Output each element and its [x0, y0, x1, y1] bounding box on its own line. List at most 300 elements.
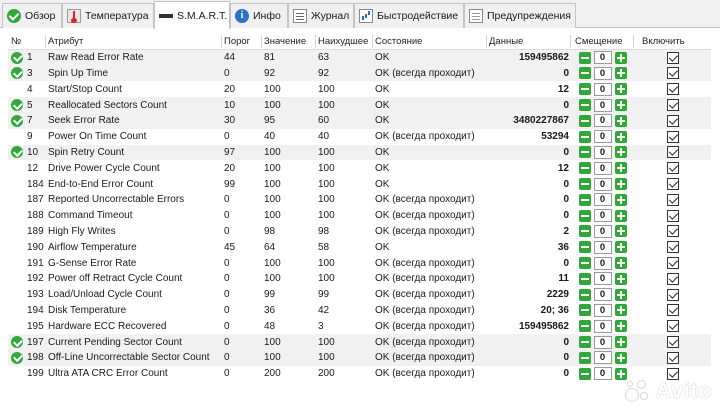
offset-input[interactable]: 0 [594, 320, 612, 333]
status-text: OK (всегда проходит) [375, 273, 475, 285]
offset-input[interactable]: 0 [594, 114, 612, 127]
offset-stepper [571, 113, 634, 129]
increment-plus-icon[interactable] [615, 210, 627, 222]
threshold-value: 0 [224, 273, 230, 285]
worst-value: 100 [318, 352, 335, 364]
offset-stepper [571, 224, 634, 240]
attribute-id: 199 [27, 368, 44, 380]
current-value: 100 [264, 194, 281, 206]
threshold-value: 20 [224, 83, 236, 95]
offset-input[interactable]: 0 [594, 99, 612, 112]
table-row[interactable] [8, 176, 711, 192]
status-text: OK (всегда проходит) [375, 225, 475, 237]
decrement-minus-icon[interactable] [579, 289, 591, 301]
warnings-icon [469, 9, 483, 23]
threshold-value: 0 [224, 210, 230, 222]
raw-data-value: 11 [558, 273, 569, 285]
watermark-text: Avito [655, 378, 712, 403]
worst-value: 58 [318, 241, 330, 253]
offset-input[interactable]: 0 [594, 51, 612, 64]
status-text: OK [375, 99, 390, 111]
status-text: OK [375, 178, 390, 190]
enable-checkbox[interactable] [667, 257, 679, 269]
tab-log[interactable] [288, 3, 354, 28]
attribute-name: Raw Read Error Rate [48, 52, 144, 64]
current-value: 81 [264, 52, 276, 64]
enable-checkbox[interactable] [667, 336, 679, 348]
offset-stepper [571, 334, 634, 350]
threshold-value: 0 [224, 225, 230, 237]
attribute-id: 1 [27, 52, 33, 64]
worst-value: 63 [318, 52, 330, 64]
worst-value: 100 [318, 194, 335, 206]
enable-checkbox[interactable] [667, 131, 679, 143]
current-value: 100 [264, 336, 281, 348]
table-row[interactable] [8, 66, 711, 82]
offset-stepper [571, 50, 634, 66]
worst-value: 100 [318, 336, 335, 348]
attribute-id: 4 [27, 83, 33, 95]
raw-data-value: 12 [557, 162, 569, 174]
current-value: 64 [264, 241, 276, 253]
attribute-id: 3 [27, 67, 33, 79]
table-row[interactable] [8, 255, 711, 271]
decrement-minus-icon[interactable] [579, 352, 591, 364]
current-value: 100 [264, 352, 281, 364]
table-row[interactable] [8, 303, 711, 319]
offset-input[interactable]: 0 [594, 225, 612, 238]
offset-input[interactable]: 0 [594, 67, 612, 80]
offset-stepper [571, 145, 634, 161]
current-value: 48 [264, 320, 276, 332]
status-text: OK [375, 115, 390, 127]
raw-data-value: 36 [557, 241, 569, 253]
status-text: OK (всегда проходит) [375, 304, 475, 316]
status-text: OK [375, 241, 390, 253]
offset-stepper [571, 176, 634, 192]
current-value: 95 [264, 115, 276, 127]
tab-overview[interactable] [2, 3, 62, 28]
worst-value: 40 [318, 131, 330, 143]
increment-plus-icon[interactable] [615, 99, 627, 111]
table-row[interactable] [8, 160, 711, 176]
offset-stepper [571, 239, 634, 255]
decrement-minus-icon[interactable] [579, 115, 591, 127]
table-row[interactable] [8, 145, 711, 161]
raw-data-value: 0 [563, 210, 569, 222]
table-row[interactable] [8, 287, 711, 303]
check-circle-icon [7, 9, 21, 23]
status-ok-icon [11, 336, 23, 348]
decrement-minus-icon[interactable] [579, 368, 591, 380]
column-header-status[interactable]: Состояние [375, 35, 423, 47]
threshold-value: 0 [224, 67, 230, 79]
decrement-minus-icon[interactable] [579, 52, 591, 64]
table-row[interactable] [8, 350, 711, 366]
threshold-value: 99 [224, 178, 236, 190]
decrement-minus-icon[interactable] [579, 210, 591, 222]
current-value: 100 [264, 273, 281, 285]
raw-data-value: 53294 [541, 131, 569, 143]
column-header-value[interactable]: Значение [264, 35, 307, 47]
offset-input[interactable]: 0 [594, 178, 612, 191]
attribute-name: Load/Unload Cycle Count [48, 289, 162, 301]
avito-watermark [625, 378, 712, 404]
table-row[interactable] [8, 271, 711, 287]
threshold-value: 30 [224, 115, 236, 127]
column-header-data[interactable]: Данные [489, 35, 524, 47]
attribute-id: 190 [27, 241, 44, 253]
raw-data-value: 0 [563, 352, 569, 364]
offset-input[interactable]: 0 [594, 162, 612, 175]
threshold-value: 44 [224, 52, 236, 64]
enable-checkbox[interactable] [667, 83, 679, 95]
attribute-id: 188 [27, 210, 44, 222]
offset-stepper [571, 255, 634, 271]
increment-plus-icon[interactable] [615, 67, 627, 79]
decrement-minus-icon[interactable] [579, 273, 591, 285]
tab-label: Температура [85, 10, 149, 22]
current-value: 100 [264, 146, 281, 158]
offset-stepper [571, 160, 634, 176]
raw-data-value: 0 [563, 368, 569, 380]
raw-data-value: 0 [563, 336, 569, 348]
worst-value: 99 [318, 289, 330, 301]
status-text: OK (всегда проходит) [375, 368, 475, 380]
enable-checkbox[interactable] [667, 162, 679, 174]
worst-value: 42 [318, 304, 330, 316]
increment-plus-icon[interactable] [615, 352, 627, 364]
offset-stepper [571, 97, 634, 113]
attribute-id: 197 [27, 336, 44, 348]
raw-data-value: 159495862 [518, 52, 569, 64]
enable-checkbox[interactable] [667, 194, 679, 206]
enable-checkbox[interactable] [667, 289, 679, 301]
status-text: OK (всегда проходит) [375, 352, 475, 364]
offset-stepper [571, 208, 634, 224]
attribute-name: Command Timeout [48, 210, 133, 222]
table-row[interactable] [8, 318, 711, 334]
status-ok-icon [11, 352, 23, 364]
worst-value: 100 [318, 83, 335, 95]
offset-input[interactable]: 0 [594, 83, 612, 96]
status-text: OK [375, 162, 390, 174]
worst-value: 98 [318, 225, 330, 237]
threshold-value: 0 [224, 320, 230, 332]
attribute-id: 195 [27, 320, 44, 332]
attribute-id: 12 [27, 162, 39, 174]
table-row[interactable] [8, 97, 711, 113]
current-value: 100 [264, 99, 281, 111]
attribute-id: 5 [27, 99, 33, 111]
status-text: OK [375, 146, 390, 158]
attribute-name: Off-Line Uncorrectable Sector Count [48, 352, 210, 364]
offset-stepper [571, 192, 634, 208]
attribute-name: Drive Power Cycle Count [48, 162, 160, 174]
attribute-id: 184 [27, 178, 44, 190]
table-row[interactable] [8, 224, 711, 240]
increment-plus-icon[interactable] [615, 178, 627, 190]
tab-temperature[interactable] [62, 3, 154, 28]
column-header-attribute[interactable]: Атрибут [48, 35, 84, 47]
offset-input[interactable]: 0 [594, 209, 612, 222]
offset-input[interactable]: 0 [594, 241, 612, 254]
worst-value: 3 [318, 320, 324, 332]
table-row[interactable] [8, 129, 711, 145]
offset-input[interactable]: 0 [594, 130, 612, 143]
log-icon [293, 9, 307, 23]
attribute-name: Power On Time Count [48, 131, 147, 143]
enable-checkbox[interactable] [667, 146, 679, 158]
enable-checkbox[interactable] [667, 67, 679, 79]
decrement-minus-icon[interactable] [579, 178, 591, 190]
attribute-name: G-Sense Error Rate [48, 257, 137, 269]
decrement-minus-icon[interactable] [579, 304, 591, 316]
increment-plus-icon[interactable] [615, 289, 627, 301]
threshold-value: 0 [224, 304, 230, 316]
current-value: 98 [264, 225, 276, 237]
thermometer-icon [67, 9, 81, 23]
status-text: OK [375, 83, 390, 95]
threshold-value: 0 [224, 257, 230, 269]
threshold-value: 10 [224, 99, 236, 111]
status-text: OK (всегда проходит) [375, 336, 475, 348]
raw-data-value: 0 [563, 67, 569, 79]
decrement-minus-icon[interactable] [579, 194, 591, 206]
attribute-id: 7 [27, 115, 33, 127]
enable-checkbox[interactable] [667, 210, 679, 222]
offset-input[interactable]: 0 [594, 146, 612, 159]
attribute-name: Seek Error Rate [48, 115, 120, 127]
status-ok-icon [11, 146, 23, 158]
table-header [8, 34, 711, 50]
increment-plus-icon[interactable] [615, 320, 627, 332]
current-value: 100 [264, 257, 281, 269]
attribute-name: Spin Retry Count [48, 146, 125, 158]
tab-info[interactable] [230, 3, 288, 28]
raw-data-value: 20; 36 [540, 304, 569, 316]
decrement-minus-icon[interactable] [579, 131, 591, 143]
status-text: OK (всегда проходит) [375, 67, 475, 79]
tab-label: Предупреждения [487, 10, 571, 22]
offset-input[interactable]: 0 [594, 304, 612, 317]
enable-checkbox[interactable] [667, 241, 679, 253]
tab-label: Журнал [311, 10, 350, 22]
raw-data-value: 0 [563, 194, 569, 206]
current-value: 99 [264, 289, 276, 301]
enable-checkbox[interactable] [667, 320, 679, 332]
table-row[interactable] [8, 366, 711, 382]
offset-stepper [571, 287, 634, 303]
current-value: 92 [264, 67, 276, 79]
attribute-name: Hardware ECC Recovered [48, 320, 167, 332]
offset-input[interactable]: 0 [594, 272, 612, 285]
attribute-name: Airflow Temperature [48, 241, 137, 253]
decrement-minus-icon[interactable] [579, 67, 591, 79]
table-row[interactable] [8, 239, 711, 255]
offset-stepper [571, 66, 634, 82]
increment-plus-icon[interactable] [615, 131, 627, 143]
enable-checkbox[interactable] [667, 304, 679, 316]
offset-input[interactable]: 0 [594, 351, 612, 364]
worst-value: 100 [318, 99, 335, 111]
increment-plus-icon[interactable] [615, 336, 627, 348]
table-row[interactable] [8, 208, 711, 224]
increment-plus-icon[interactable] [615, 146, 627, 158]
increment-plus-icon[interactable] [615, 304, 627, 316]
enable-checkbox[interactable] [667, 225, 679, 237]
threshold-value: 20 [224, 162, 236, 174]
status-text: OK (всегда проходит) [375, 257, 475, 269]
worst-value: 100 [318, 146, 335, 158]
decrement-minus-icon[interactable] [579, 336, 591, 348]
status-ok-icon [11, 115, 23, 127]
tab-label: Инфо [253, 10, 281, 22]
column-header-enable[interactable]: Включить [642, 35, 685, 47]
drive-icon [159, 9, 173, 23]
table-body [8, 50, 711, 382]
offset-stepper [571, 303, 634, 319]
attribute-id: 193 [27, 289, 44, 301]
worst-value: 100 [318, 178, 335, 190]
increment-plus-icon[interactable] [615, 83, 627, 95]
threshold-value: 0 [224, 352, 230, 364]
increment-plus-icon[interactable] [615, 115, 627, 127]
threshold-value: 0 [224, 289, 230, 301]
current-value: 100 [264, 210, 281, 222]
current-value: 100 [264, 162, 281, 174]
threshold-value: 0 [224, 131, 230, 143]
offset-stepper [571, 350, 634, 366]
worst-value: 100 [318, 273, 335, 285]
decrement-minus-icon[interactable] [579, 320, 591, 332]
worst-value: 100 [318, 162, 335, 174]
worst-value: 92 [318, 67, 330, 79]
column-header-offset[interactable]: Смещение [575, 35, 623, 47]
enable-checkbox[interactable] [667, 273, 679, 285]
decrement-minus-icon[interactable] [579, 225, 591, 237]
worst-value: 200 [318, 368, 335, 380]
attribute-id: 187 [27, 194, 44, 206]
attribute-name: Disk Temperature [48, 304, 127, 316]
column-header-worst[interactable]: Наихудшее [318, 35, 369, 47]
status-ok-icon [11, 99, 23, 111]
increment-plus-icon[interactable] [615, 241, 627, 253]
attribute-id: 10 [27, 146, 39, 158]
enable-checkbox[interactable] [667, 352, 679, 364]
attribute-name: Ultra ATA CRC Error Count [48, 368, 168, 380]
enable-checkbox[interactable] [667, 52, 679, 64]
tab-label: Быстродействие [377, 10, 459, 22]
threshold-value: 0 [224, 194, 230, 206]
raw-data-value: 0 [563, 257, 569, 269]
status-text: OK [375, 52, 390, 64]
table-row[interactable] [8, 334, 711, 350]
table-row[interactable] [8, 192, 711, 208]
status-text: OK (всегда проходит) [375, 131, 475, 143]
decrement-minus-icon[interactable] [579, 83, 591, 95]
status-text: OK (всегда проходит) [375, 194, 475, 206]
enable-checkbox[interactable] [667, 99, 679, 111]
offset-input[interactable]: 0 [594, 193, 612, 206]
increment-plus-icon[interactable] [615, 52, 627, 64]
decrement-minus-icon[interactable] [579, 162, 591, 174]
tab-bar [0, 0, 720, 28]
offset-stepper [571, 271, 634, 287]
table-row[interactable] [8, 81, 711, 97]
worst-value: 100 [318, 210, 335, 222]
enable-checkbox[interactable] [667, 178, 679, 190]
increment-plus-icon[interactable] [615, 257, 627, 269]
chart-icon [359, 9, 373, 23]
status-ok-icon [11, 52, 23, 64]
worst-value: 60 [318, 115, 330, 127]
attribute-id: 189 [27, 225, 44, 237]
attribute-id: 192 [27, 273, 44, 285]
offset-input[interactable]: 0 [594, 367, 612, 380]
increment-plus-icon[interactable] [615, 194, 627, 206]
offset-stepper [571, 318, 634, 334]
raw-data-value: 2 [563, 225, 569, 237]
raw-data-value: 12 [557, 83, 569, 95]
raw-data-value: 0 [563, 146, 569, 158]
current-value: 36 [264, 304, 276, 316]
column-header-threshold[interactable]: Порог [224, 35, 251, 47]
raw-data-value: 3480227867 [513, 115, 569, 127]
tab-performance[interactable] [354, 3, 464, 28]
enable-checkbox[interactable] [667, 115, 679, 127]
attribute-name: Start/Stop Count [48, 83, 122, 95]
attribute-name: Current Pending Sector Count [48, 336, 182, 348]
status-text: OK (всегда проходит) [375, 289, 475, 301]
tab-warnings[interactable] [464, 3, 576, 28]
raw-data-value: 159495862 [518, 320, 569, 332]
attribute-name: High Fly Writes [48, 225, 116, 237]
increment-plus-icon[interactable] [615, 273, 627, 285]
status-text: OK (всегда проходит) [375, 210, 475, 222]
offset-input[interactable]: 0 [594, 257, 612, 270]
threshold-value: 97 [224, 146, 236, 158]
tab-smart[interactable] [154, 1, 230, 29]
tab-label: Обзор [25, 10, 56, 22]
status-ok-icon [11, 67, 23, 79]
offset-input[interactable]: 0 [594, 336, 612, 349]
threshold-value: 0 [224, 336, 230, 348]
current-value: 100 [264, 83, 281, 95]
increment-plus-icon[interactable] [615, 162, 627, 174]
increment-plus-icon[interactable] [615, 225, 627, 237]
info-icon: i [235, 9, 249, 23]
worst-value: 100 [318, 257, 335, 269]
attribute-name: Power off Retract Cycle Count [48, 273, 183, 285]
offset-stepper [571, 129, 634, 145]
decrement-minus-icon[interactable] [579, 99, 591, 111]
smart-attributes-table [8, 34, 711, 382]
avito-logo-icon [625, 380, 651, 402]
attribute-id: 191 [27, 257, 44, 269]
decrement-minus-icon[interactable] [579, 241, 591, 253]
attribute-name: Spin Up Time [48, 67, 109, 79]
column-header-no[interactable]: № [11, 35, 22, 47]
threshold-value: 45 [224, 241, 236, 253]
offset-input[interactable]: 0 [594, 288, 612, 301]
attribute-id: 194 [27, 304, 44, 316]
offset-stepper [571, 81, 634, 97]
table-row[interactable] [8, 50, 711, 66]
table-row[interactable] [8, 113, 711, 129]
decrement-minus-icon[interactable] [579, 146, 591, 158]
decrement-minus-icon[interactable] [579, 257, 591, 269]
